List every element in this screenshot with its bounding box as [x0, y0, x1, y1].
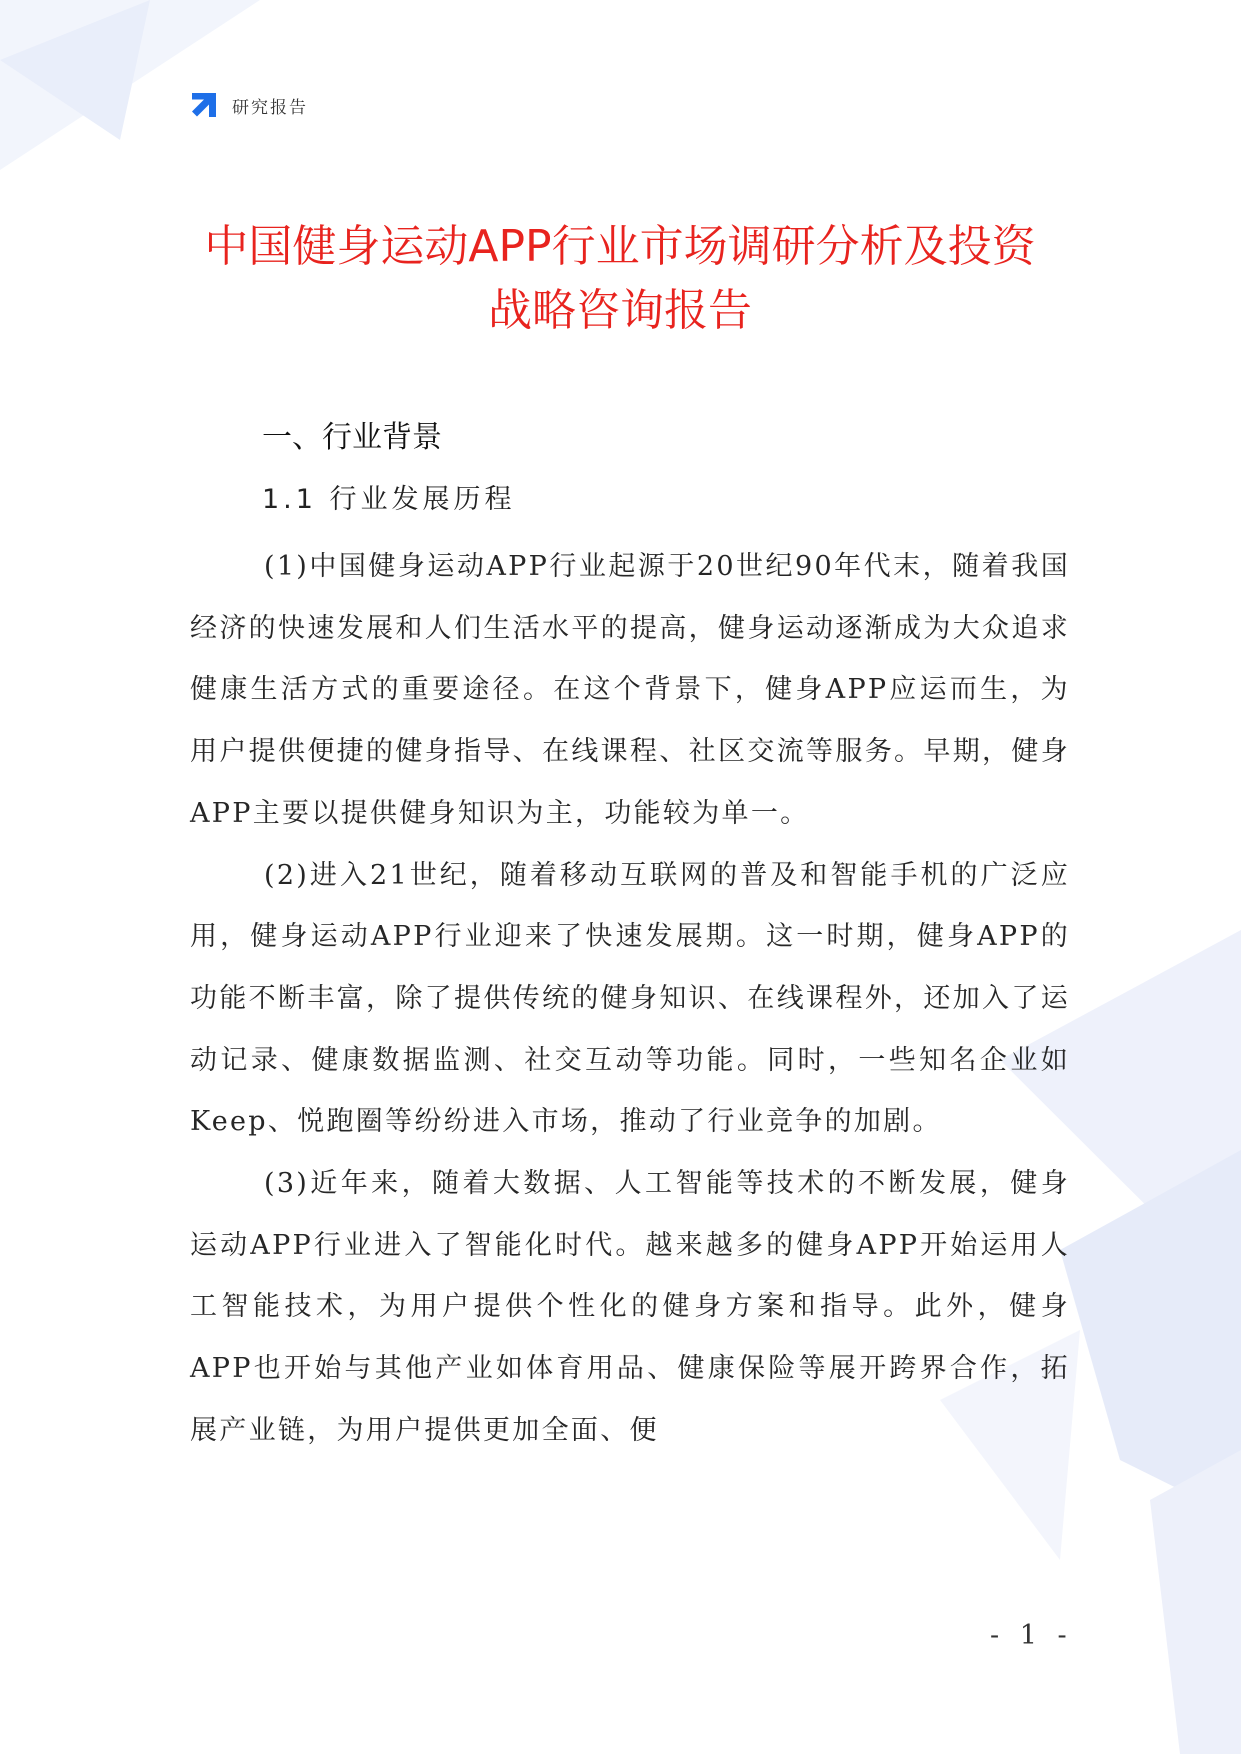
report-title-line-2: 战略咨询报告 [488, 285, 752, 336]
body-text [190, 536, 1070, 1462]
report-type-label: 研究报告 [232, 97, 308, 118]
paragraph: (2)进入21世纪，随着移动互联网的普及和智能手机的广泛应用，健身运动APP行业迎来了快速发展期。这一时期，健身APP的功能不断丰富，除了提供传统的健身知识、在线课程外，还加入了运动记录、健康数据监测、社交互动等功能。同时，一些知名企业如Keep、悦跑圈等纷纷进入市场，推动了行业竞争的加剧。 [190, 859, 1070, 1138]
subsection-heading: 1.1 行业发展历程 [262, 484, 516, 515]
paragraph: (3)近年来，随着大数据、人工智能等技术的不断发展，健身运动APP行业进入了智能化时代。越来越多的健身APP开始运用人工智能技术，为用户提供个性化的健身方案和指导。此外，健身APP也开始与其他产业如体育用品、健康保险等展开跨界合作，拓展产业链，为用户提供更加全面、便 [190, 1168, 1070, 1446]
report-title [150, 215, 1090, 343]
report-title-line-1: 中国健身运动APP行业市场调研分析及投资 [204, 221, 1036, 272]
section-heading: 一、行业背景 [262, 420, 442, 455]
report-header [188, 88, 308, 122]
paragraph: (1)中国健身运动APP行业起源于20世纪90年代末，随着我国经济的快速发展和人们生活水平的提高，健身运动逐渐成为大众追求健康生活方式的重要途径。在这个背景下，健身APP应运而生，为用户提供便捷的健身指导、在线课程、社区交流等服务。早期，健身APP主要以提供健身知识为主，功能较为单一。 [190, 551, 1070, 829]
arrow-logo-icon [188, 89, 220, 121]
page-number: - 1 - [990, 1620, 1073, 1651]
